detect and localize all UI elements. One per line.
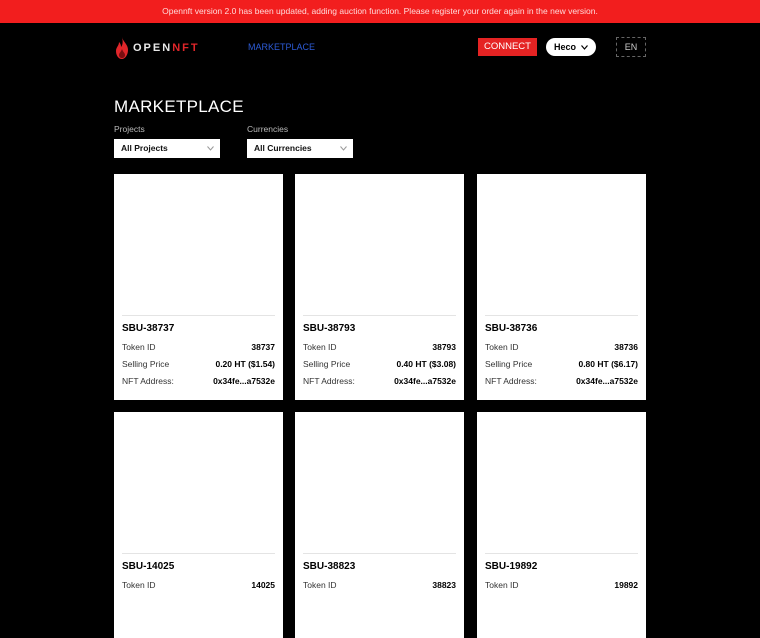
token-id-value: 38737 — [251, 342, 275, 352]
address-row — [485, 376, 638, 386]
nft-card[interactable] — [295, 412, 464, 638]
price-label: Selling Price — [485, 359, 533, 369]
logo-text-nft: NFT — [172, 42, 200, 54]
token-id-value: 38823 — [432, 580, 456, 590]
token-id-row — [485, 580, 638, 590]
address-value[interactable]: 0x34fe...a7532e — [576, 376, 638, 386]
divider — [303, 315, 456, 316]
logo-text — [133, 42, 200, 54]
chain-label: Heco — [553, 42, 576, 52]
update-banner: Opennft version 2.0 has been updated, adding auction function. Please register your order again in the new version. — [0, 0, 760, 23]
token-id-row — [303, 342, 456, 352]
token-id-row — [122, 342, 275, 352]
address-value[interactable]: 0x34fe...a7532e — [213, 376, 275, 386]
page-title: MARKETPLACE — [114, 97, 244, 116]
divider — [122, 315, 275, 316]
divider — [303, 553, 456, 554]
token-id-row — [303, 580, 456, 590]
projects-filter-label: Projects — [114, 124, 145, 134]
logo[interactable] — [114, 37, 200, 59]
nft-card[interactable] — [477, 174, 646, 400]
token-id-value: 19892 — [614, 580, 638, 590]
projects-select-value: All Projects — [121, 143, 168, 153]
nft-card[interactable] — [477, 412, 646, 638]
price-value: 0.80 HT ($6.17) — [578, 359, 638, 369]
chevron-down-icon — [581, 45, 588, 50]
nft-image[interactable] — [114, 412, 283, 552]
chevron-down-icon — [340, 146, 347, 151]
price-row — [485, 359, 638, 369]
divider — [485, 315, 638, 316]
nft-image[interactable] — [295, 174, 464, 314]
logo-text-open: OPEN — [133, 42, 173, 54]
header — [0, 23, 760, 73]
nft-card[interactable] — [295, 174, 464, 400]
token-id-label: Token ID — [122, 342, 156, 352]
price-row — [303, 359, 456, 369]
token-id-label: Token ID — [485, 580, 519, 590]
address-row — [303, 376, 456, 386]
currencies-select-value: All Currencies — [254, 143, 312, 153]
token-id-value: 38736 — [614, 342, 638, 352]
nft-image[interactable] — [295, 412, 464, 552]
token-id-row — [485, 342, 638, 352]
address-label: NFT Address: — [122, 376, 174, 386]
projects-select[interactable] — [114, 139, 220, 158]
price-label: Selling Price — [122, 359, 170, 369]
address-value[interactable]: 0x34fe...a7532e — [394, 376, 456, 386]
divider — [485, 553, 638, 554]
nft-name: SBU-38736 — [485, 323, 538, 334]
address-label: NFT Address: — [485, 376, 537, 386]
token-id-label: Token ID — [122, 580, 156, 590]
nft-card[interactable] — [114, 174, 283, 400]
price-label: Selling Price — [303, 359, 351, 369]
nft-image[interactable] — [114, 174, 283, 314]
token-id-label: Token ID — [485, 342, 519, 352]
chevron-down-icon — [207, 146, 214, 151]
token-id-label: Token ID — [303, 580, 337, 590]
token-id-row — [122, 580, 275, 590]
nft-name: SBU-38737 — [122, 323, 175, 334]
nft-name: SBU-38793 — [303, 323, 356, 334]
currencies-select[interactable] — [247, 139, 353, 158]
nft-card[interactable] — [114, 412, 283, 638]
connect-button[interactable]: CONNECT — [478, 38, 537, 56]
chain-selector[interactable] — [546, 38, 596, 56]
nft-image[interactable] — [477, 412, 646, 552]
language-button[interactable]: EN — [616, 37, 646, 57]
nft-name: SBU-38823 — [303, 561, 356, 572]
divider — [122, 553, 275, 554]
address-row — [122, 376, 275, 386]
nft-name: SBU-14025 — [122, 561, 175, 572]
nav-marketplace[interactable]: MARKETPLACE — [248, 42, 316, 52]
nft-image[interactable] — [477, 174, 646, 314]
token-id-label: Token ID — [303, 342, 337, 352]
address-label: NFT Address: — [303, 376, 355, 386]
price-value: 0.20 HT ($1.54) — [215, 359, 275, 369]
price-row — [122, 359, 275, 369]
nft-name: SBU-19892 — [485, 561, 538, 572]
flame-logo-icon — [114, 37, 130, 59]
token-id-value: 38793 — [432, 342, 456, 352]
currencies-filter-label: Currencies — [247, 124, 289, 134]
token-id-value: 14025 — [251, 580, 275, 590]
price-value: 0.40 HT ($3.08) — [396, 359, 456, 369]
